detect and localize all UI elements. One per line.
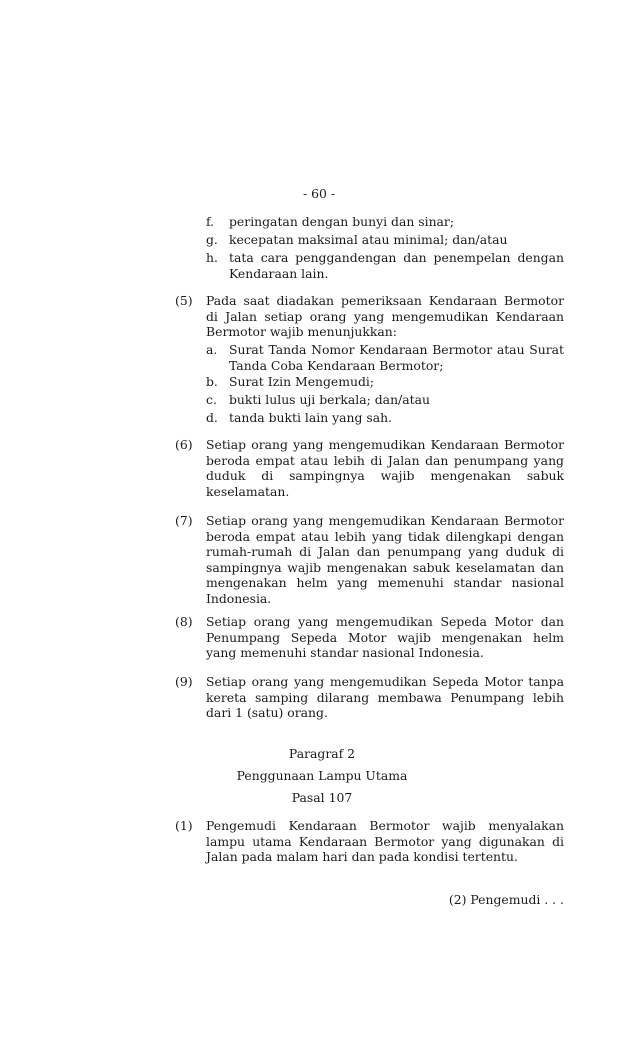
- section-text-8: Setiap orang yang mengemudikan Sepeda Motor dan Penumpang Sepeda Motor wajib mengenakan helm yang memenuhi standar nasional Indonesia.: [206, 614, 564, 661]
- list-item-label: f.: [206, 214, 215, 229]
- list-item-text: tanda bukti lain yang sah.: [229, 410, 393, 425]
- list-item-text: Surat Tanda Nomor Kendaraan Bermotor atau Surat Tanda Coba Kendaraan Bermotor;: [229, 342, 564, 373]
- section-number-1: (1): [175, 818, 193, 833]
- list-item-a: [206, 342, 564, 373]
- list-item-text: tata cara penggandengan dan penempelan dengan Kendaraan lain.: [229, 250, 564, 281]
- list-item-g: [206, 232, 564, 248]
- section-text-1: Pengemudi Kendaraan Bermotor wajib menyalakan lampu utama Kendaraan Bermotor yang digunakan di Jalan pada malam hari dan pada kondisi tertentu.: [206, 818, 564, 865]
- pasal-heading: Pasal 107: [291, 790, 353, 805]
- list-item-label: d.: [206, 410, 218, 425]
- section-title: Penggunaan Lampu Utama: [236, 768, 408, 783]
- list-item-label: b.: [206, 374, 218, 389]
- list-item-text: Surat Izin Mengemudi;: [229, 374, 375, 389]
- list-item-text: kecepatan maksimal atau minimal; dan/atau: [229, 232, 508, 247]
- page-number: - 60 -: [302, 186, 336, 201]
- list-item-label: g.: [206, 232, 218, 247]
- list-item-text: peringatan dengan bunyi dan sinar;: [229, 214, 455, 229]
- section-number-6: (6): [175, 437, 193, 452]
- list-item-b: [206, 374, 564, 390]
- section-text-7: Setiap orang yang mengemudikan Kendaraan Bermotor beroda empat atau lebih yang tidak dilengkapi dengan rumah-rumah di Jalan dan penumpang yang duduk di sampingnya wajib mengenakan sabuk keselamatan dan mengenakan helm yang memenuhi standar nasional Indonesia.: [206, 513, 564, 606]
- list-item-label: a.: [206, 342, 218, 357]
- list-item-d: [206, 410, 564, 426]
- section-text-9: Setiap orang yang mengemudikan Sepeda Motor tanpa kereta samping dilarang membawa Penumpang lebih dari 1 (satu) orang.: [206, 674, 564, 721]
- section-number-7: (7): [175, 513, 193, 528]
- list-item-label: h.: [206, 250, 218, 265]
- section-text-5: Pada saat diadakan pemeriksaan Kendaraan Bermotor di Jalan setiap orang yang mengemudikan Kendaraan Bermotor wajib menunjukkan:: [206, 293, 564, 340]
- list-item-h: [206, 250, 564, 281]
- list-item-label: c.: [206, 392, 217, 407]
- section-number-9: (9): [175, 674, 193, 689]
- section-number-8: (8): [175, 614, 193, 629]
- list-item-c: [206, 392, 564, 408]
- list-item-text: bukti lulus uji berkala; dan/atau: [229, 392, 430, 407]
- paragraf-heading: Paragraf 2: [288, 746, 356, 761]
- section-text-6: Setiap orang yang mengemudikan Kendaraan Bermotor beroda empat atau lebih di Jalan dan penumpang yang duduk di sampingnya wajib mengenakan sabuk keselamatan.: [206, 437, 564, 499]
- section-number-5: (5): [175, 293, 193, 308]
- list-item-f: [206, 214, 564, 230]
- continuation-note: (2) Pengemudi . . .: [448, 892, 564, 907]
